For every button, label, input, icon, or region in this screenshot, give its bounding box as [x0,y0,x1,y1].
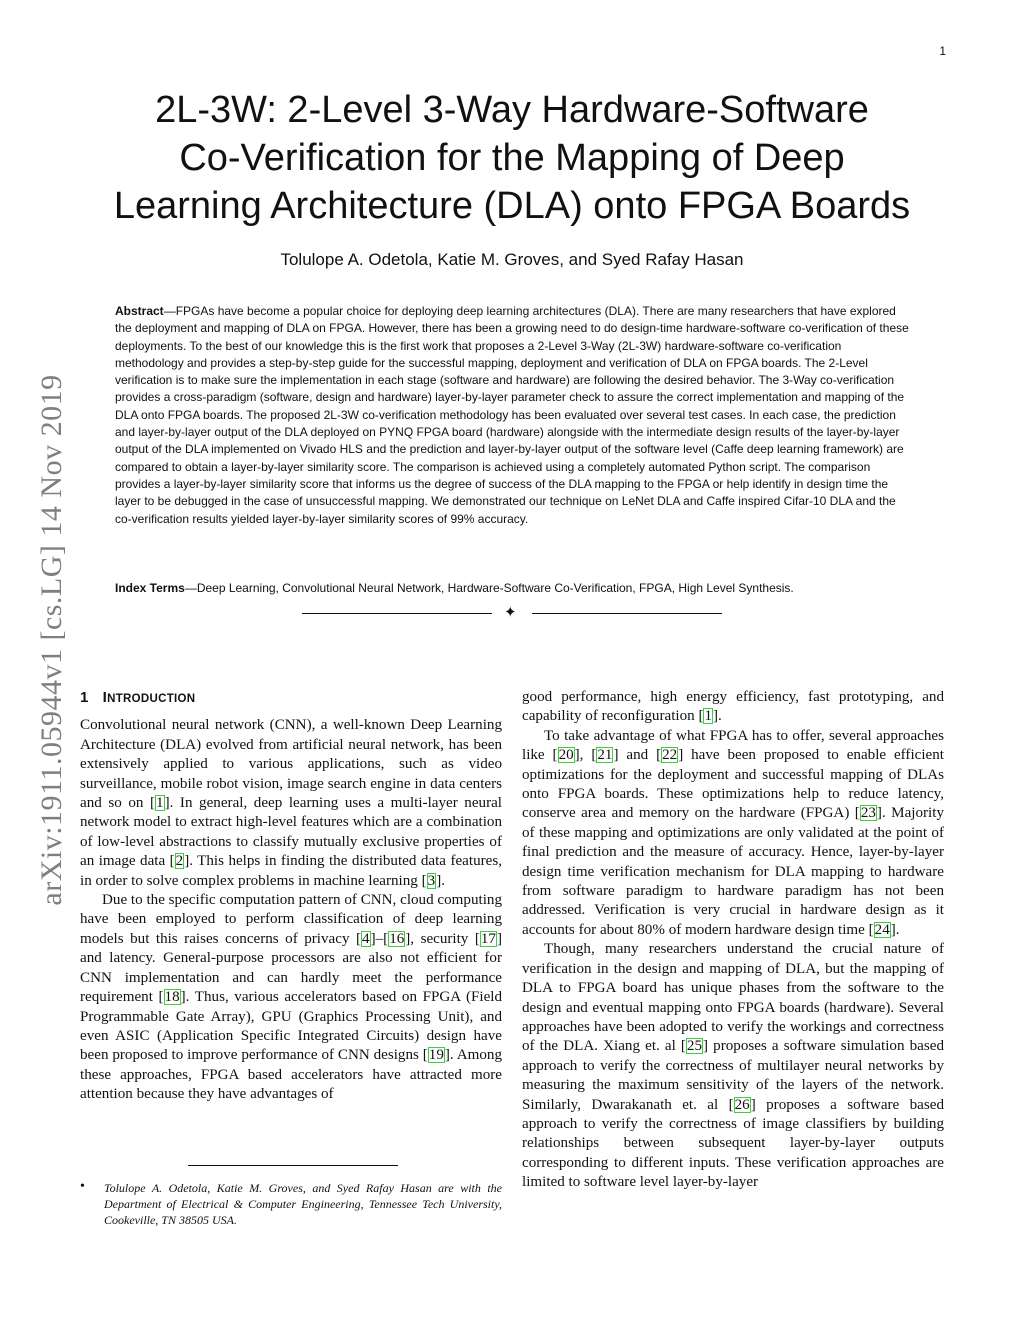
title-line: Learning Architecture (DLA) onto FPGA Boards [113,185,911,227]
divider-diamond-icon: ✦ [504,604,517,621]
title-line: Co-Verification for the Mapping of Deep [179,137,845,179]
abstract-label: Abstract [115,304,164,318]
paragraph: Convolutional neural network (CNN), a well-known Deep Learning Architecture (DLA) evolved from artificial neural network, has been extensively applied to various applications, such as video surveillance, mobile robot vision, image search engine in data centers and so on [1]. In general, deep learning uses a multi-layer neural network model to extract high-level features which are a combination of low-level abstractions to classify mutually exclusive properties of an image data [2]. This helps in finding the distributed data features, in order to solve complex problems in machine learning [3]. [80,717,503,889]
paper-title [70,86,954,230]
citation-link[interactable]: 3 [427,872,436,889]
divider-line-left [302,613,492,614]
bullet-icon: • [80,1179,85,1194]
abstract [115,303,913,528]
author-list: Tolulope A. Odetola, Katie M. Groves, and Syed Rafay Hasan [280,250,744,269]
citation-link[interactable]: 16 [389,930,405,947]
citation-link[interactable]: 4 [362,930,370,947]
paragraph: To take advantage of what FPGA has to offer, several approaches like [20], [21] and [22] have been proposed to enable efficient optimizations for the deployment and successful mapping of DLAs onto FPGA boards. These optimizations help to reduce latency, conserve area and memory on the hardware (FPGA) [23]. Majority of these mapping and optimizations are only validated at the point of final prediction and the measure of accuracy. Hence, layer-by-layer design time verification mechanism for DLA mapping to hardware from software paradigm to hardware paradigm has not been addressed. Verification is very crucial in hardware design as it accounts for about 80% of modern hardware design time [24]. [522,727,944,938]
index-terms-text: —Deep Learning, Convolutional Neural Network, Hardware-Software Co-Verification, FPGA, High Level Synthesis. [184,581,794,595]
citation-link[interactable]: 25 [686,1038,703,1055]
citation-link[interactable]: 20 [558,747,574,764]
right-column [522,688,944,1193]
footnote-text: Tolulope A. Odetola, Katie M. Groves, and Syed Rafay Hasan are with the Department of Electrical & Computer Engineering, Tennessee Tech University, Cookeville, TN 38505 USA. [104,1181,502,1227]
citation-link[interactable]: 23 [860,805,876,822]
citation-link[interactable]: 17 [480,930,496,947]
citation-link[interactable]: 1 [156,795,164,812]
title-line: 2L-3W: 2-Level 3-Way Hardware-Software [155,89,869,131]
paragraph: good performance, high energy efficiency, fast prototyping, and capability of reconfiguration [1]. [522,689,944,725]
footnote-rule [188,1165,398,1166]
paragraph: Due to the specific computation pattern of CNN, cloud computing have been employed to perform classification of deep learning models but this raises concerns of privacy [4]–[16], security [17] and latency. General-purpose processors are also not efficient for CNN implementation and can hardly meet the performance requirement [18]. Thus, various accelerators based on FPGA (Field Programmable Gate Array), GPU (Graphics Processing Unit), and even ASIC (Application Specific Integrated Circuits) design have been proposed to improve performance of CNN designs [19]. Among these approaches, FPGA based accelerators have attracted more attention because they have advantages of [80,892,503,1103]
section-heading [80,688,502,709]
citation-link[interactable]: 22 [662,747,678,764]
arxiv-stamp: arXiv:1911.05944v1 [cs.LG] 14 Nov 2019 [35,374,68,906]
divider-line-right [532,613,722,614]
citation-link[interactable]: 2 [175,853,184,870]
citation-link[interactable]: 1 [704,708,713,725]
left-column [80,688,502,1105]
paragraph: Though, many researchers understand the crucial nature of verification in the design and mapping of DLA, but the mapping of DLA to FPGA board has unique phases from the software to the design and eventual mapping onto FPGA boards (hardware). Several approaches have been adopted to verify the workings and correctness of the DLA. Xiang et. al [25] proposes a software simulation based approach to verify the correctness of multilayer neural networks by measuring the maximum sensitivity of the layers of the network. Similarly, Dwarakanath et. al [26] proposes a software based approach to verify the correctness of image classifiers by building relationships between subsequent layer-by-layer outputs corresponding to different inputs. These verification approaches are limited to software level layer-by-layer [522,941,944,1191]
citation-link[interactable]: 26 [734,1096,750,1113]
abstract-text: —FPGAs have become a popular choice for deploying deep learning architectures (DLA). There are many researchers that have explored the deployment and mapping of DLA on FPGA. However, there has been a growing need to do design-time hardware-software co-verification of these deployments. To the best of our knowledge this is the first work that proposes a 2-Level 3-Way (2L-3W) hardware-software co-verification methodology and provides a step-by-step guide for the successful mapping, deployment and verification of DLA on FPGA boards. The 2-Level verification is to make sure the implementation in each stage (software and hardware) are following the desired behavior. The 3-Way co-verification provides a cross-paradigm (software, design and hardware) layer-by-layer parameter check to assure the correct implementation and mapping of the DLA onto FPGA boards. The proposed 2L-3W co-verification methodology has been evaluated over several test cases. In each case, the prediction and layer-by-layer output of the DLA deployed on PYNQ FPGA board (hardware) alongside with the intermediate design results of the layer-by-layer output of the DLA implemented on Vivado HLS and the prediction and layer-by-layer output of the software level (Caffe deep learning framework) are compared to obtain a layer-by-layer similarity score. The comparison is achieved using a completely automated Python script. The comparison provides a layer-by-layer similarity score that informs us the degree of success of the DLA mapping to the FPGA or help identify in design time the layer to be debugged in the case of unsuccessful mapping. We demonstrated our technique on LeNet DLA and Caffe inspired Cifar-10 DLA and the co-verification results yielded layer-by-layer similarity scores of 99% accuracy. [115,304,909,526]
section-number: 1 [80,689,89,706]
citation-link[interactable]: 18 [164,989,180,1006]
index-terms [115,580,913,597]
page-number: 1 [939,44,946,58]
section-title-initial: I [102,689,108,706]
citation-link[interactable]: 21 [597,747,613,764]
citation-link[interactable]: 24 [874,921,890,938]
footnote [80,1180,502,1228]
section-title-rest: NTRODUCTION [107,693,196,705]
index-terms-label: Index Terms [115,581,185,595]
citation-link[interactable]: 19 [428,1047,444,1064]
